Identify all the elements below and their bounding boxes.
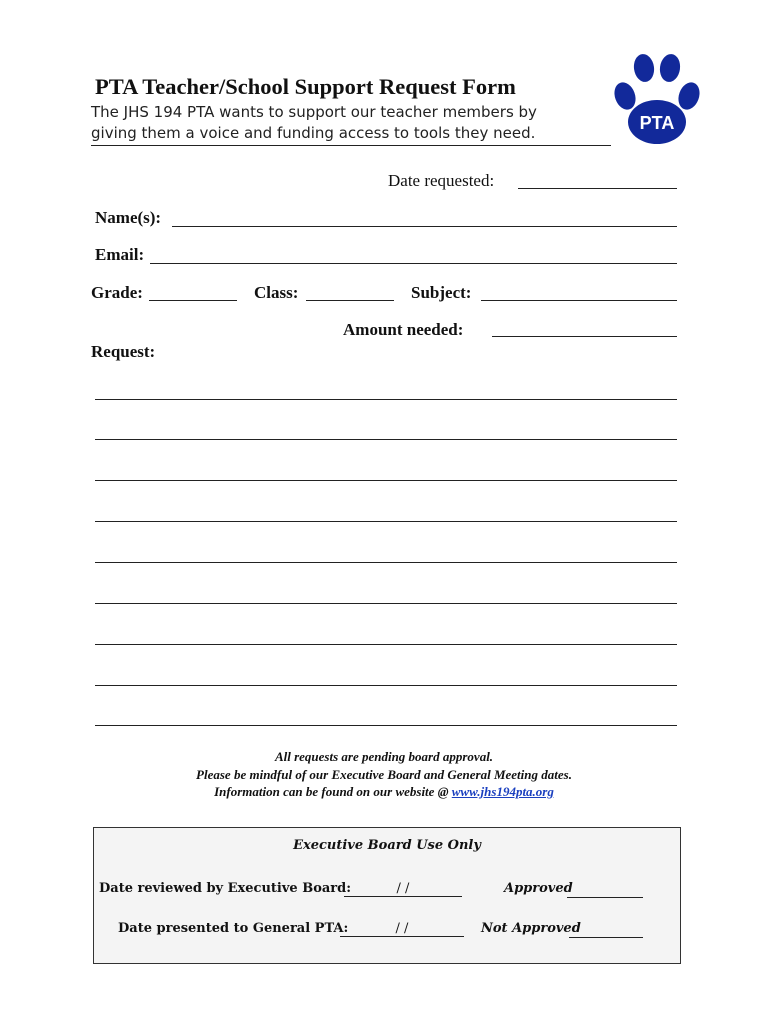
- pta-paw-logo: [611, 52, 703, 144]
- request-line[interactable]: [95, 725, 677, 726]
- class-field[interactable]: [306, 300, 394, 301]
- grade-label: Grade:: [91, 283, 143, 302]
- not-approved-label: Not Approved: [481, 921, 581, 936]
- amount-needed-label: Amount needed:: [343, 320, 464, 339]
- approved-field[interactable]: [567, 897, 643, 898]
- approval-notes: [90, 748, 678, 801]
- request-line[interactable]: [95, 521, 677, 522]
- class-label: Class:: [254, 283, 299, 302]
- presented-label: Date presented to General PTA:: [118, 921, 349, 936]
- intro-underline: [91, 145, 611, 146]
- website-link[interactable]: www.jhs194pta.org: [451, 784, 554, 799]
- intro-text: [91, 102, 611, 144]
- board-box-title: Executive Board Use Only: [293, 838, 481, 853]
- presented-date-field[interactable]: / /: [340, 921, 464, 937]
- paw-toe-1: [611, 79, 639, 112]
- note-line-3: [90, 783, 678, 801]
- reviewed-label: Date reviewed by Executive Board:: [99, 881, 352, 896]
- paw-toe-2: [632, 53, 656, 84]
- subject-label: Subject:: [411, 283, 472, 302]
- approved-label: Approved: [504, 881, 573, 896]
- note-line-3-prefix: Information can be found on our website @: [214, 784, 452, 799]
- form-title: PTA Teacher/School Support Request Form: [95, 74, 516, 99]
- not-approved-field[interactable]: [569, 937, 643, 938]
- request-line[interactable]: [95, 603, 677, 604]
- amount-needed-field[interactable]: [492, 336, 677, 337]
- request-line[interactable]: [95, 439, 677, 440]
- request-line[interactable]: [95, 562, 677, 563]
- intro-line-2: giving them a voice and funding access to tools they need.: [91, 124, 536, 142]
- request-line[interactable]: [95, 480, 677, 481]
- note-line-1: All requests are pending board approval.: [274, 749, 494, 764]
- request-line[interactable]: [95, 399, 677, 400]
- date-requested-field[interactable]: [518, 188, 677, 189]
- request-line[interactable]: [95, 685, 677, 686]
- paw-toe-4: [675, 79, 703, 112]
- reviewed-date-field[interactable]: / /: [344, 881, 462, 897]
- names-label: Name(s):: [95, 208, 162, 227]
- request-label: Request:: [91, 342, 156, 361]
- note-line-2: Please be mindful of our Executive Board and General Meeting dates.: [196, 766, 572, 782]
- grade-field[interactable]: [149, 300, 237, 301]
- request-line[interactable]: [95, 644, 677, 645]
- subject-field[interactable]: [481, 300, 677, 301]
- email-label: Email:: [95, 245, 145, 264]
- date-requested-label: Date requested:: [388, 171, 495, 190]
- email-field[interactable]: [150, 263, 677, 264]
- paw-toe-3: [658, 53, 682, 84]
- names-field[interactable]: [172, 226, 677, 227]
- executive-board-box: [93, 827, 681, 964]
- logo-text: PTA: [639, 113, 675, 133]
- intro-line-1: The JHS 194 PTA wants to support our teacher members by: [91, 103, 537, 121]
